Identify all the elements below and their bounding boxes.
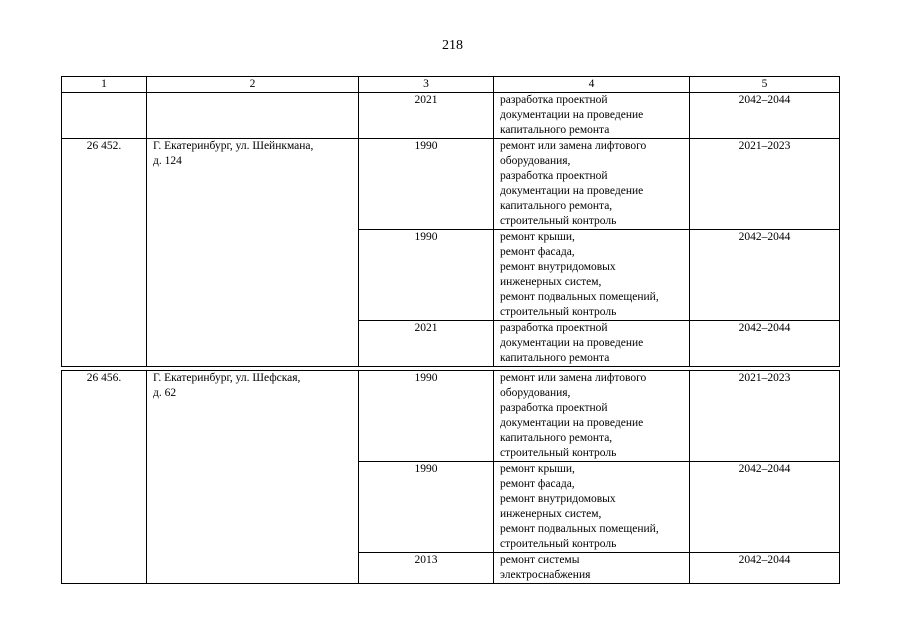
year-cell: 1990 [359, 371, 494, 462]
year-cell: 1990 [359, 230, 494, 321]
period-cell: 2042–2044 [690, 321, 840, 367]
period-cell: 2021–2023 [690, 139, 840, 230]
period-cell: 2042–2044 [690, 93, 840, 139]
table-row [62, 139, 840, 230]
table-row [62, 371, 840, 462]
works-cell: ремонт крыши, ремонт фасада, ремонт внутридомовых инженерных систем, ремонт подвальных помещений, строительный контроль [494, 230, 690, 321]
capital-repair-table [61, 76, 840, 367]
works-cell: ремонт крыши, ремонт фасада, ремонт внутридомовых инженерных систем, ремонт подвальных помещений, строительный контроль [494, 462, 690, 553]
column-header: 1 [62, 77, 147, 93]
address-cell [147, 93, 359, 139]
works-cell: разработка проектной документации на проведение капитального ремонта [494, 321, 690, 367]
year-cell: 2021 [359, 93, 494, 139]
address-cell: Г. Екатеринбург, ул. Шефская, д. 62 [147, 371, 359, 584]
capital-repair-table-continued [61, 370, 840, 584]
year-cell: 1990 [359, 462, 494, 553]
works-cell: ремонт или замена лифтового оборудования, разработка проектной документации на проведение капитального ремонта, строительный контроль [494, 371, 690, 462]
house-number-cell: 26 456. [62, 371, 147, 584]
year-cell: 2013 [359, 553, 494, 584]
column-header: 4 [494, 77, 690, 93]
period-cell: 2042–2044 [690, 553, 840, 584]
table-row [62, 93, 840, 139]
address-cell: Г. Екатеринбург, ул. Шейнкмана, д. 124 [147, 139, 359, 367]
period-cell: 2021–2023 [690, 371, 840, 462]
page-number: 218 [442, 38, 463, 53]
period-cell: 2042–2044 [690, 462, 840, 553]
works-cell: ремонт или замена лифтового оборудования, разработка проектной документации на проведение капитального ремонта, строительный контроль [494, 139, 690, 230]
year-cell: 1990 [359, 139, 494, 230]
house-number-cell [62, 93, 147, 139]
table-header-row [62, 77, 840, 93]
house-number-cell: 26 452. [62, 139, 147, 367]
works-cell: разработка проектной документации на проведение капитального ремонта [494, 93, 690, 139]
column-header: 5 [690, 77, 840, 93]
column-header: 3 [359, 77, 494, 93]
column-header: 2 [147, 77, 359, 93]
period-cell: 2042–2044 [690, 230, 840, 321]
year-cell: 2021 [359, 321, 494, 367]
works-cell: ремонт системы электроснабжения [494, 553, 690, 584]
